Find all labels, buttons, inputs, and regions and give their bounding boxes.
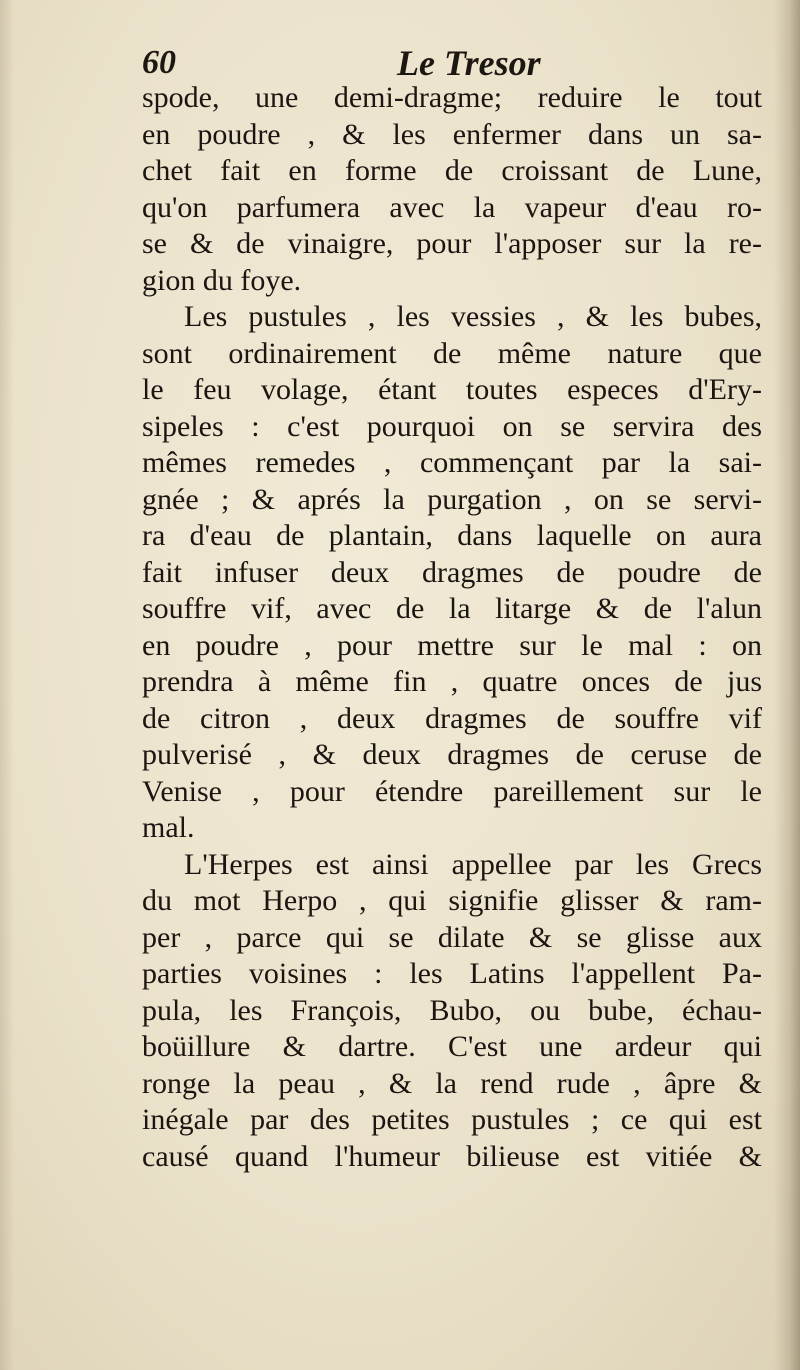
text-line: le feu volage, étant toutes especes d'Ery-	[142, 373, 762, 406]
text-line: du mot Herpo , qui signifie glisser & ram-	[142, 884, 762, 917]
text-line: parties voisines : les Latins l'appellent Pa-	[142, 957, 762, 990]
text-line: fait infuser deux dragmes de poudre de	[142, 555, 762, 589]
text-line: en poudre , pour mettre sur le mal : on	[142, 628, 762, 662]
body-text	[142, 80, 762, 1175]
text-line: sont ordinairement de même nature que	[142, 336, 762, 370]
text-line: ronge la peau , & la rend rude , âpre &	[142, 1066, 762, 1100]
text-line: prendra à même fin , quatre onces de jus	[142, 665, 762, 698]
text-line: de citron , deux dragmes de souffre vif	[142, 701, 762, 735]
page-number: 60	[142, 44, 176, 81]
text-line: chet fait en forme de croissant de Lune,	[142, 154, 762, 187]
page-left-edge-shadow	[0, 0, 14, 1370]
text-line: sipeles : c'est pourquoi on se servira des	[142, 409, 762, 443]
text-line: boüillure & dartre. C'est une ardeur qui	[142, 1030, 762, 1063]
text-line: mal.	[142, 811, 195, 844]
text-line: pula, les François, Bubo, ou bube, échau-	[142, 993, 762, 1027]
text-line: spode, une demi-dragme; reduire le tout	[142, 81, 762, 114]
text-line: pulverisé , & deux dragmes de ceruse de	[142, 738, 762, 771]
text-line: qu'on parfumera avec la vapeur d'eau ro-	[142, 190, 762, 224]
text-line: mêmes remedes , commençant par la sai-	[142, 446, 762, 479]
page-gutter-shadow	[774, 0, 800, 1370]
text-line: per , parce qui se dilate & se glisse aux	[142, 920, 762, 954]
text-line: gnée ; & aprés la purgation , on se servi-	[142, 482, 762, 516]
text-line: en poudre , & les enfermer dans un sa-	[142, 117, 762, 151]
text-line: ra d'eau de plantain, dans laquelle on aura	[142, 519, 762, 552]
text-line: causé quand l'humeur bilieuse est vitiée &	[142, 1139, 762, 1173]
text-line: L'Herpes est ainsi appellee par les Grecs	[184, 847, 762, 881]
text-line: Les pustules , les vessies , & les bubes,	[184, 300, 762, 333]
text-line: inégale par des petites pustules ; ce qui est	[142, 1103, 762, 1136]
text-line: gion du foye.	[142, 263, 302, 297]
running-head: Le Tresor	[397, 43, 541, 83]
text-line: Venise , pour étendre pareillement sur le	[142, 774, 762, 808]
text-line: se & de vinaigre, pour l'apposer sur la re-	[142, 227, 762, 260]
text-line: souffre vif, avec de la litarge & de l'alun	[142, 592, 762, 625]
